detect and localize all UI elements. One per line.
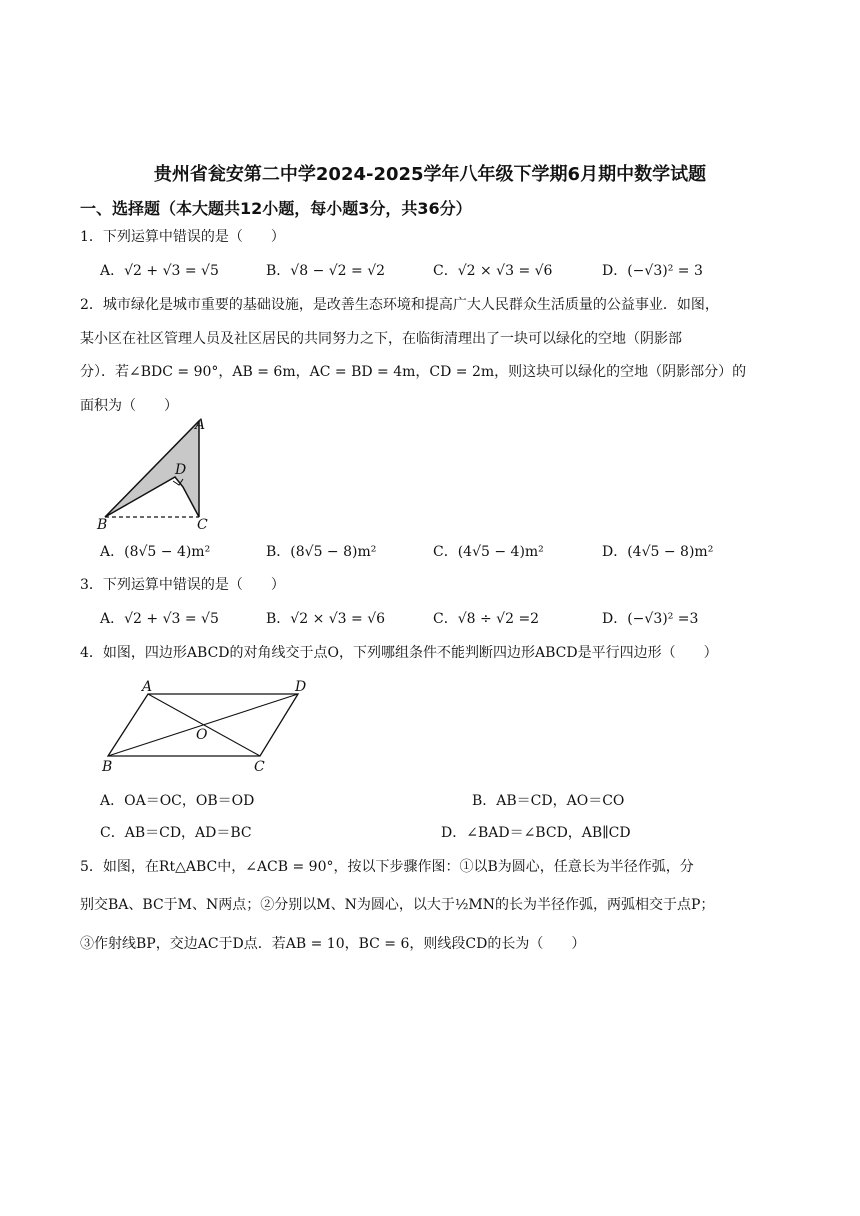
q2-option-d: D．(4√5 − 8)m²	[602, 544, 714, 560]
q4-figure	[98, 676, 318, 776]
label-a: A	[142, 679, 153, 695]
question-2-line-4: 面积为（ ）	[80, 398, 178, 414]
q4-option-a: A．OA＝OC，OB＝OD	[100, 793, 255, 809]
q1-option-a: A．√2 + √3 = √5	[100, 263, 219, 279]
label-a: A	[195, 417, 206, 433]
question-1-stem: 1．下列运算中错误的是（ ）	[80, 229, 285, 245]
label-c: C	[254, 759, 265, 775]
q3-option-d: D．(−√3)² =3	[602, 611, 699, 627]
question-5-line-3: ③作射线BP，交边AC于D点．若AB = 10，BC = 6，则线段CD的长为（ ）	[80, 936, 586, 952]
section-heading: 一、选择题（本大题共12小题，每小题3分，共36分）	[80, 199, 472, 218]
q4-option-b: B．AB＝CD，AO＝CO	[472, 793, 625, 809]
q4-option-c: C．AB＝CD，AD＝BC	[100, 825, 252, 841]
page-title: 贵州省瓮安第二中学2024-2025学年八年级下学期6月期中数学试题	[153, 164, 707, 185]
label-d: D	[295, 679, 307, 695]
q3-option-b: B．√2 × √3 = √6	[266, 611, 386, 627]
question-2-line-3: 分）．若∠BDC = 90°，AB = 6m，AC = BD = 4m，CD = 2m，则这块可以绿化的空地（阴影部分）的	[80, 364, 747, 380]
q2-figure	[95, 415, 215, 533]
question-3-stem: 3．下列运算中错误的是（ ）	[80, 577, 285, 593]
label-d: D	[175, 462, 187, 478]
q3-option-a: A．√2 + √3 = √5	[100, 611, 219, 627]
q1-option-b: B．√8 − √2 = √2	[266, 263, 386, 279]
q2-option-a: A．(8√5 − 4)m²	[100, 544, 211, 560]
question-4-stem: 4．如图，四边形ABCD的对角线交于点O，下列哪组条件不能判断四边形ABCD是平行四边形（ ）	[80, 645, 718, 661]
label-b: B	[102, 759, 113, 775]
label-o: O	[196, 727, 208, 743]
q1-option-d: D．(−√3)² = 3	[602, 263, 703, 279]
label-b: B	[97, 517, 108, 533]
q3-option-c: C．√8 ÷ √2 =2	[433, 611, 540, 627]
diagonal-bd	[108, 694, 298, 756]
question-2-line-1: 2．城市绿化是城市重要的基础设施，是改善生态环境和提高广大人民群众生活质量的公益事业．如图，	[80, 297, 719, 313]
q4-option-d: D．∠BAD＝∠BCD，AB∥CD	[441, 825, 631, 841]
question-5-line-2: 别交BA、BC于M、N两点；②分别以M、N为圆心，以大于½MN的长为半径作弧，两弧相交于点P；	[80, 897, 715, 913]
q2-option-b: B．(8√5 − 8)m²	[266, 544, 377, 560]
q2-option-c: C．(4√5 − 4)m²	[433, 544, 544, 560]
q1-option-c: C．√2 × √3 = √6	[433, 263, 553, 279]
label-c: C	[197, 517, 208, 533]
question-2-line-2: 某小区在社区管理人员及社区居民的共同努力之下，在临街清理出了一块可以绿化的空地（阴影部	[80, 331, 682, 347]
question-5-line-1: 5．如图，在Rt△ABC中，∠ACB = 90°，按以下步骤作图：①以B为圆心，任意长为半径作弧，分	[80, 859, 694, 875]
